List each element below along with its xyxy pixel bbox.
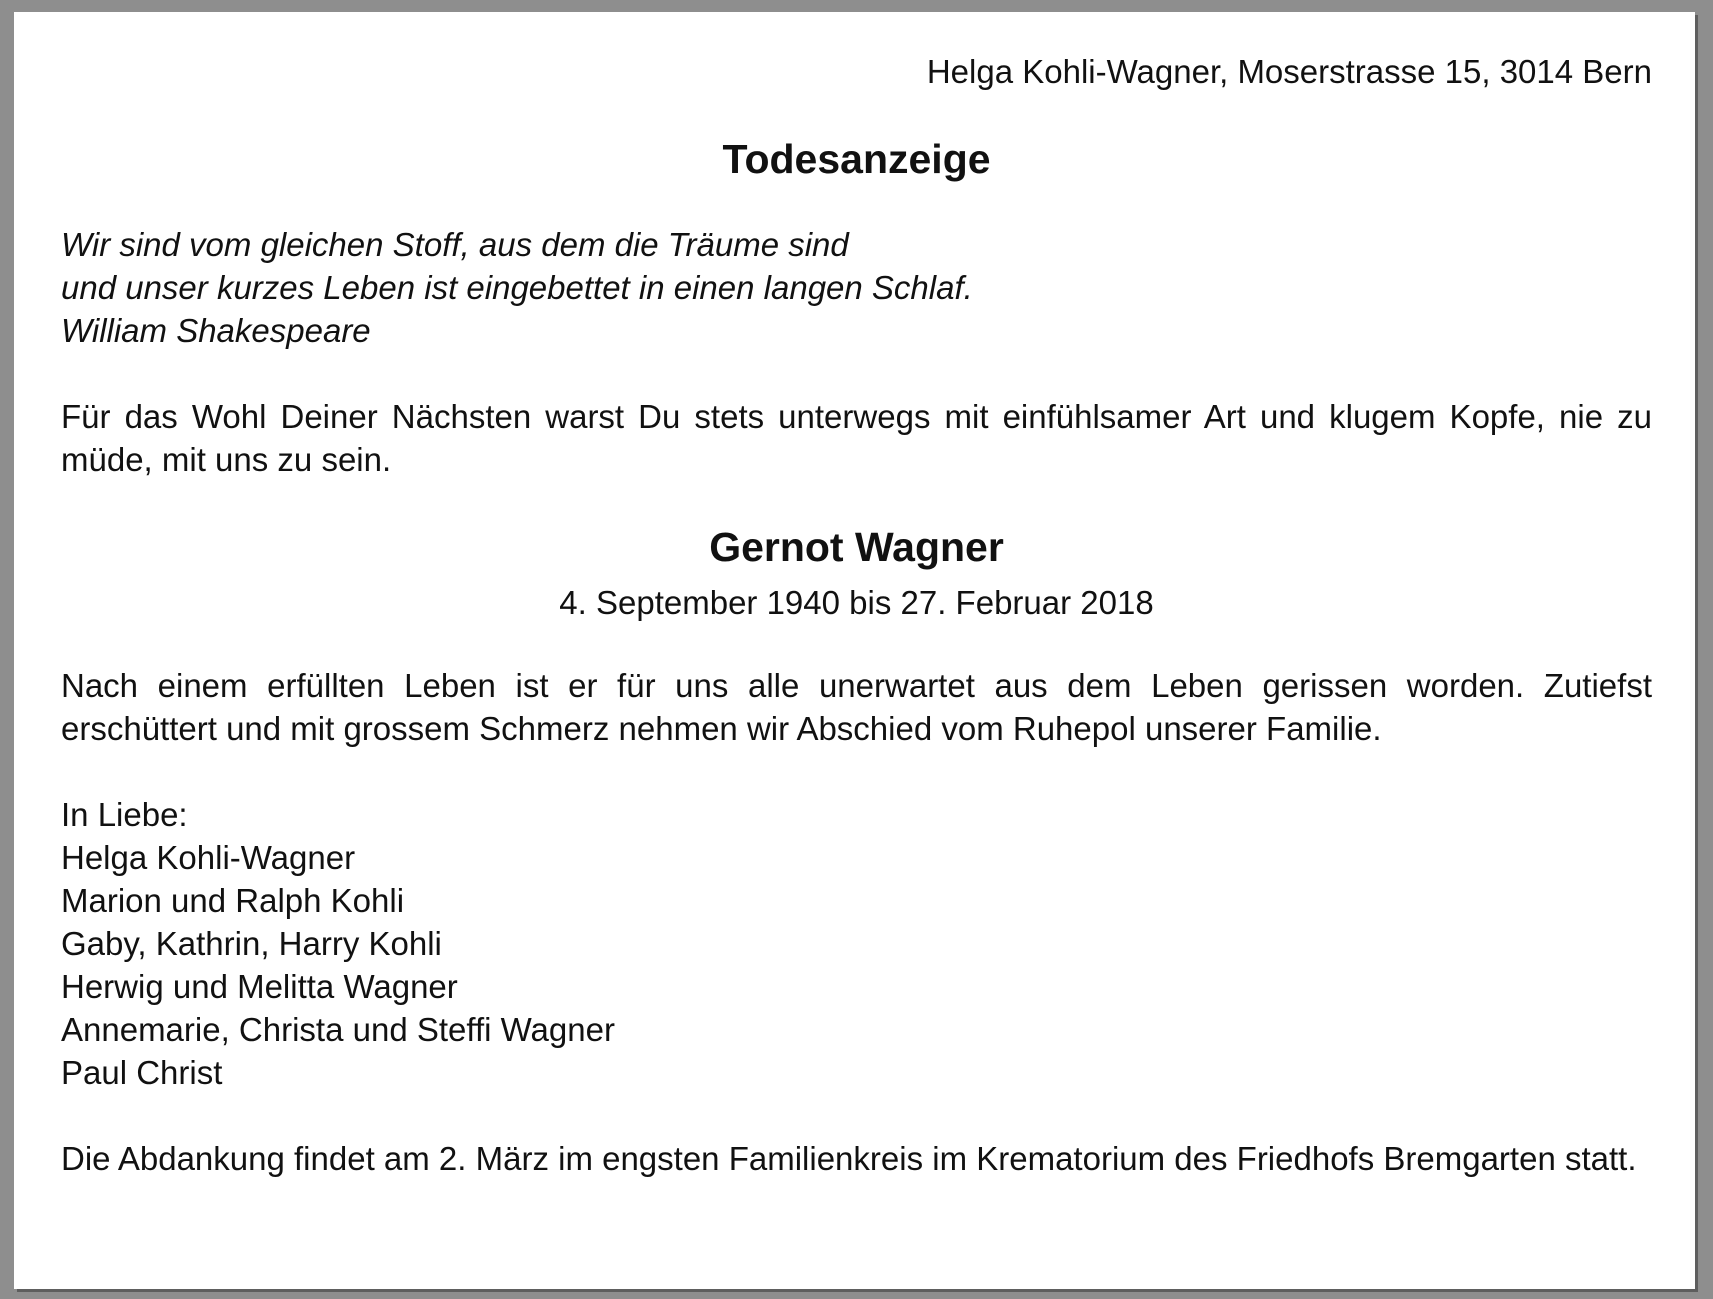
document-title: Todesanzeige [722, 136, 991, 182]
quote-line: und unser kurzes Leben ist eingebettet in einen langen Schlaf. [61, 269, 973, 306]
quote-line: Wir sind vom gleichen Stoff, aus dem die Träume sind [61, 226, 849, 263]
mourners-list [61, 793, 1652, 1094]
mourner-name: Marion und Ralph Kohli [61, 882, 405, 919]
mourner-name: Annemarie, Christa und Steffi Wagner [61, 1011, 615, 1048]
tribute-paragraph: Für das Wohl Deiner Nächsten warst Du stets unterwegs mit einfühlsamer Art und klugem Kopfe, nie zu müde, mit uns zu sein. [61, 398, 1652, 478]
mourner-name: Gaby, Kathrin, Harry Kohli [61, 925, 442, 962]
mourners-heading: In Liebe: [61, 796, 188, 833]
message-paragraph: Nach einem erfüllten Leben ist er für uns alle unerwartet aus dem Leben gerissen worden. Zutiefst erschüttert und mit grossem Schmerz nehmen wir Abschied vom Ruhepol unserer Familie. [61, 667, 1652, 747]
mourner-name: Helga Kohli-Wagner [61, 839, 356, 876]
document-content [61, 50, 1652, 1180]
document-page [14, 12, 1695, 1289]
life-dates: 4. September 1940 bis 27. Februar 2018 [559, 584, 1154, 621]
deceased-name: Gernot Wagner [709, 524, 1004, 570]
funeral-notice: Die Abdankung findet am 2. März im engsten Familienkreis im Krematorium des Friedhofs Bremgarten statt. [61, 1140, 1637, 1177]
quote-author: William Shakespeare [61, 312, 371, 349]
mourner-name: Herwig und Melitta Wagner [61, 968, 458, 1005]
sender-address: Helga Kohli-Wagner, Moserstrasse 15, 3014 Bern [926, 53, 1652, 90]
mourner-name: Paul Christ [61, 1054, 223, 1091]
quote-block [61, 223, 1652, 352]
